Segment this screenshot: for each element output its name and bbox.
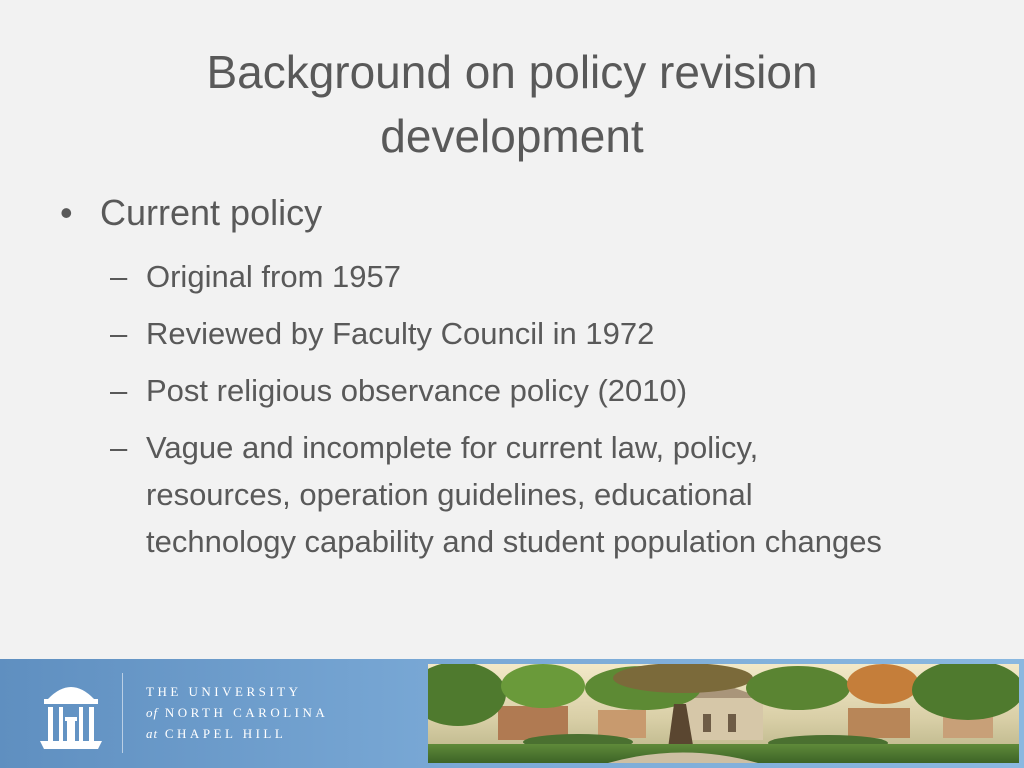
title-line-1: Background on policy revision	[206, 46, 818, 98]
bullet-mark: •	[60, 192, 73, 233]
campus-panorama-image	[428, 664, 1019, 763]
bullet-text: Current policy	[100, 192, 323, 233]
university-line-3-prefix: at	[146, 726, 159, 741]
dash-mark: –	[110, 373, 128, 408]
university-line-3: at CHAPEL HILL	[146, 726, 287, 741]
dash-mark: –	[110, 430, 128, 465]
university-line-2-prefix: of	[146, 705, 159, 720]
title-line-2: development	[380, 110, 644, 162]
sub-bullet-religious-observance	[110, 367, 910, 414]
dash-mark: –	[110, 316, 128, 351]
logo-divider	[122, 673, 123, 753]
sub-bullet-list	[110, 253, 910, 575]
university-line-2: of NORTH CAROLINA	[146, 705, 329, 720]
old-well-icon	[38, 677, 104, 753]
university-line-1: THE UNIVERSITY	[146, 684, 302, 699]
sub-bullet-vague	[110, 424, 910, 565]
sub-bullet-text: Post religious observance policy (2010)	[146, 373, 688, 408]
sub-bullet-reviewed	[110, 310, 910, 357]
sub-bullet-original	[110, 253, 910, 300]
footer-band	[0, 659, 1024, 768]
dash-mark: –	[110, 259, 128, 294]
sub-bullet-text: Vague and incomplete for current law, policy, resources, operation guidelines, educational technology capability and student population changes	[146, 430, 882, 559]
sub-bullet-text: Reviewed by Faculty Council in 1972	[146, 316, 655, 351]
university-name	[146, 681, 328, 744]
sub-bullet-text: Original from 1957	[146, 259, 402, 294]
